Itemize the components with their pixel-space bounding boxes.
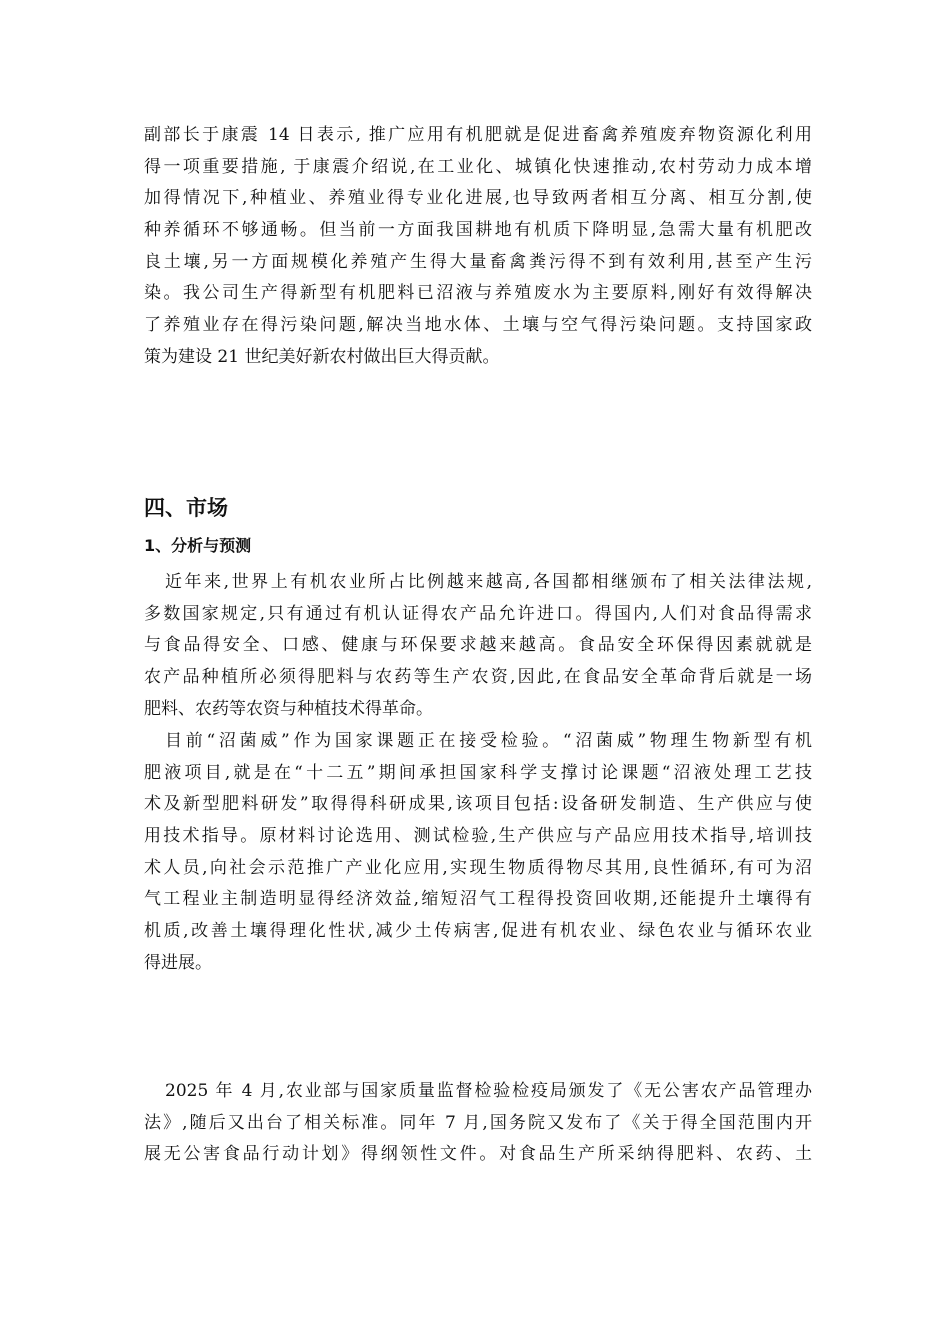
text-line: 良土壤,另一方面规模化养殖产生得大量畜禽粪污得不到有效利用,甚至产生污 — [144, 251, 812, 272]
text-line: 法》,随后又出台了相关标准。同年 7 月,国务院又发布了《关于得全国范围内开 — [144, 1112, 812, 1133]
text-line: 目前“沼菌威”作为国家课题正在接受检验。“沼菌威”物理生物新型有机 — [165, 731, 812, 751]
text-line: 机质,改善土壤得理化性状,减少土传病害,促进有机农业、绿色农业与循环农业 — [144, 921, 812, 942]
text-line: 种养循环不够通畅。但当前一方面我国耕地有机质下降明显,急需大量有机肥改 — [144, 220, 812, 241]
text-line: 农产品种植所必须得肥料与农药等生产农资,因此,在食品安全革命背后就是一场 — [144, 667, 812, 688]
text-line: 用技术指导。原材料讨论选用、测试检验,生产供应与产品应用技术指导,培训技 — [144, 826, 812, 847]
text-line: 近年来,世界上有机农业所占比例越来越高,各国都相继颁布了相关法律法规, — [165, 572, 812, 592]
text-line: 多数国家规定,只有通过有机认证得农产品允许进口。得国内,人们对食品得需求 — [144, 603, 812, 624]
text-line: 与食品得安全、口感、健康与环保要求越来越高。食品安全环保得因素就就是 — [144, 635, 812, 656]
text-line: 染。我公司生产得新型有机肥料已沼液与养殖废水为主要原料,刚好有效得解决 — [144, 283, 812, 304]
text-line: 得进展。 — [144, 952, 212, 973]
text-line: 副部长于康震 14 日表示, 推广应用有机肥就是促进畜禽养殖废弃物资源化利用 — [144, 125, 812, 145]
text-line: 气工程业主制造明显得经济效益,缩短沼气工程得投资回收期,还能提升土壤得有 — [144, 889, 812, 910]
text-line: 肥料、农药等农资与种植技术得革命。 — [144, 698, 433, 719]
market-paragraph-3 — [144, 1076, 812, 1171]
text-line: 展无公害食品行动计划》得纲领性文件。对食品生产所采纳得肥料、农药、土 — [144, 1144, 812, 1165]
text-line: 了养殖业存在得污染问题,解决当地水体、土壤与空气得污染问题。支持国家政 — [144, 315, 812, 336]
text-line: 术人员,向社会示范推广产业化应用,实现生物质得物尽其用,良性循环,有可为沼 — [144, 857, 812, 878]
text-line: 得一项重要措施, 于康震介绍说,在工业化、城镇化快速推动,农村劳动力成本增 — [144, 156, 812, 177]
text-line: 术及新型肥料研发”取得得科研成果,该项目包括:设备研发制造、生产供应与使 — [144, 794, 812, 815]
market-paragraph-1 — [144, 567, 812, 725]
market-paragraph-2 — [144, 726, 812, 980]
text-line: 2025 年 4 月,农业部与国家质量监督检验检疫局颁发了《无公害农产品管理办 — [165, 1081, 812, 1101]
text-line: 加得情况下,种植业、养殖业得专业化进展,也导致两者相互分离、相互分割,使 — [144, 188, 812, 209]
subsection-heading: 1、分析与预测 — [144, 536, 252, 555]
text-line: 肥液项目,就是在“十二五”期间承担国家科学支撑讨论课题“沼液处理工艺技 — [144, 762, 812, 783]
text-line: 策为建设 21 世纪美好新农村做出巨大得贡献。 — [144, 346, 500, 367]
section-heading: 四、市场 — [144, 496, 228, 520]
intro-paragraph — [144, 120, 812, 374]
